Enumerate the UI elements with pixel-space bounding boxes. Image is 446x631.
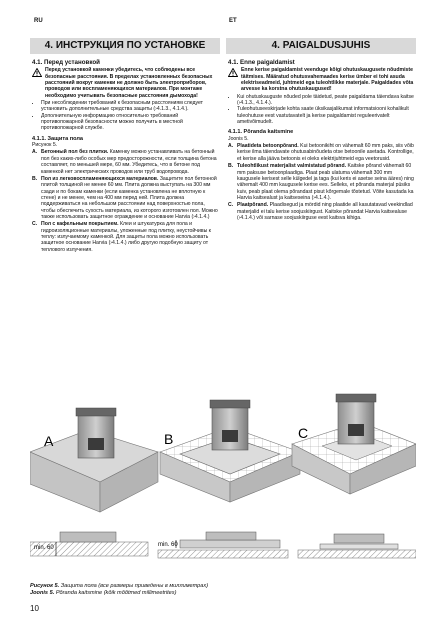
item-label: C. — [32, 221, 38, 228]
list-item-c-et — [228, 202, 416, 221]
caption-label-ru: Рисунок 5. — [30, 583, 60, 589]
heading-4-1-1-et: 4.1.1. Põranda kaitsmine — [228, 129, 294, 136]
warning-block-ru — [32, 67, 220, 99]
bullet-item: • При несоблюдении требований к безопасным расстояниям следует установить дополнительные средства защиты (›4.1.3., 4.1.4.). — [41, 100, 220, 113]
page-number: 10 — [30, 604, 39, 613]
list-item-a-ru — [32, 149, 220, 174]
panel-c-tiled-floor — [292, 394, 416, 494]
heading-4-1-ru: 4.1. Перед установкой — [32, 59, 100, 66]
column-ru — [32, 60, 220, 253]
caption-text-et: Põranda kaitsmine (kõik mõõtmed millimeetrites) — [55, 590, 177, 596]
item-title: Пол с кафельным покрытием. — [41, 221, 119, 228]
item-title: Бетонный пол без плитки. — [41, 149, 109, 156]
min-thickness-label-a: min. 60 — [34, 545, 54, 551]
panel-label-c: C — [298, 425, 309, 441]
warning-text-et: Enne kerise paigaldamist veenduge kõigi ohutuskaugusete nõudmiste täitmises. Määratud ohutusvahemaades kerise ümber ei tohi asuda elektriseadmeid, juhtmeid ega tuleohtlikke materjale. Paigaldades võta arvesse ka korstna ohutuskaugused! — [241, 67, 414, 93]
bullet-list-et — [228, 94, 416, 126]
caption-label-et: Joonis 5. — [30, 590, 55, 596]
item-title: Plaatpõrand. — [237, 202, 269, 209]
language-code-et: ET — [229, 18, 237, 24]
item-label: A. — [228, 143, 234, 150]
item-title: Пол из легковоспламеняющихся материалов. — [41, 175, 159, 182]
bullet-item: • Kui ohutuskauguste nõuded pole täidetud, peate paigaldama täiendava kaitse (›4.1.3., 4.1.4.). — [237, 94, 416, 107]
list-item-b-et — [228, 163, 416, 201]
item-text: Kui betoonikiht on vähemalt 60 mm paks, siis võib kerise ilma täiendavate ohutusabinõudeta otse betoonile asetada. Kontrollige, et kerise alla jääva betoonis ei oleks elektrijuhtmeid ega veetorusid. — [237, 143, 414, 162]
column-et — [228, 60, 416, 221]
cross-section-c — [298, 534, 416, 558]
language-code-ru: RU — [34, 18, 43, 24]
section-title-et: 4. PAIGALDUSJUHIS — [226, 38, 416, 54]
heading-4-1-1-ru: 4.1.1. Защита пола — [32, 135, 84, 142]
warning-block-et — [228, 67, 416, 92]
warning-text-ru: Перед установкой каменки убедитесь, что соблюдены все безопасные расстояния. В пределах установленных безопасных расстояний вокруг каменки не должно быть электроприборов, проводов или воспламеняющихся материалов. При монтаже необходимо учитывать безопасные расстояния дымохода! — [45, 67, 213, 99]
panel-label-b: B — [164, 431, 174, 447]
floor-protection-figure — [30, 382, 416, 572]
item-label: B. — [228, 163, 234, 170]
cross-section-b — [158, 532, 288, 558]
list-item-a-et — [228, 143, 416, 162]
item-label: A. — [32, 149, 38, 156]
item-text: Plaadisegud ja mördid ning plaatide all kasutatavad veekindlad materjalid ei talu kerise soojuskiirgust. Kaitske põrandat Harvia kaitsealuse (›4.1.4.) või sarnase soojuskiirguse eest kaitsva kihiga. — [237, 202, 413, 221]
list-item-c-ru — [32, 221, 220, 253]
item-title: Tuleohtlikust materjalist valmistatud põrand. — [237, 163, 347, 170]
cross-section-a — [30, 532, 148, 556]
item-text: Kaitske põrand vähemalt 60 mm paksuse betoonplaadiga. Plaat peab ulatuma vähemalt 300 mm kaugusele kerisest selle külgedel ja taga (kui keris ei asetse seina ääres) ning vähemalt 400 mm kaugusele kerise ees. Selleks, et põranda materjal püsiks kuiv, peab plaat olema põrandast pisut kõrgemale tõstetud. Võite kasutada ka Harvia kaitsealust ja kaitseseina (›4.1.4.). — [237, 163, 414, 201]
item-label: B. — [32, 175, 38, 182]
panel-b-flammable-floor — [160, 400, 300, 502]
warning-triangle-icon — [228, 68, 238, 77]
bullet-item: • Дополнительную информацию относительно требований противопожарной безопасности можно получить в местной противопожарной службе. — [41, 113, 220, 132]
bullet-item: • Tuleohutuseeskirjade kohta saate üksikasjalikumat informatsiooni kohalikult tuleohutuse eest vastutavatelt ja kerise paigaldamist reguleerivatelt ametivõimudelt. — [237, 106, 416, 125]
item-text: Защитите пол бетонной плитой толщиной не менее 60 мм. Плита должна выступать на 300 мм сзади и по бокам каменки (если каменка установлена не вплотную к стене) и не менее, чем на 400 мм перед ней. Плита должна поддерживаться на небольшом расстоянии над поверхностью пола, чтобы обеспечить сухость материала, из которого изготовлен пол. Можно также использовать защитное ограждение и основание Harvia (›4.1.4.) — [41, 175, 218, 220]
min-thickness-label-b: min. 60 — [158, 542, 178, 548]
panel-a-concrete-floor — [30, 408, 158, 512]
stove-icon — [336, 394, 376, 444]
item-text: Каменку можно устанавливать на бетонный пол без каких-либо особых мер предосторожности, если толщина бетона составляет, по меньшей мере, 60 мм. Убедитесь, что в бетоне под каменкой нет электрических проводов или труб водопровода. — [41, 149, 217, 175]
item-label: C. — [228, 202, 234, 209]
heading-4-1-et: 4.1. Enne paigaldamist — [228, 59, 295, 66]
panel-label-a: A — [44, 433, 54, 449]
warning-triangle-icon — [32, 68, 42, 77]
figure-reference-ru: Рисунок 5. — [32, 142, 58, 149]
list-item-b-ru — [32, 176, 220, 220]
item-text: Клеи и штукатурка для пола и гидроизоляционные материалы, уложенные под плитку, неустойчивы к теплу: излучаемому каменкой. Для защиты пола можно использовать защитное основание Harvia (›4.1.4.) либо другую подобную защиту от теплового излучения. — [41, 221, 211, 253]
stove-icon — [76, 408, 116, 458]
stove-icon — [210, 400, 250, 450]
caption-text-ru: Защита пола (все размеры приведены в миллиметрах) — [60, 583, 209, 589]
figure-reference-et: Joonis 5. — [228, 135, 249, 142]
section-title-ru: 4. ИНСТРУКЦИЯ ПО УСТАНОВКЕ — [30, 38, 220, 54]
figure-caption — [30, 583, 208, 597]
item-title: Plaatideta betoonpõrand. — [237, 143, 299, 150]
bullet-list-ru — [32, 100, 220, 132]
